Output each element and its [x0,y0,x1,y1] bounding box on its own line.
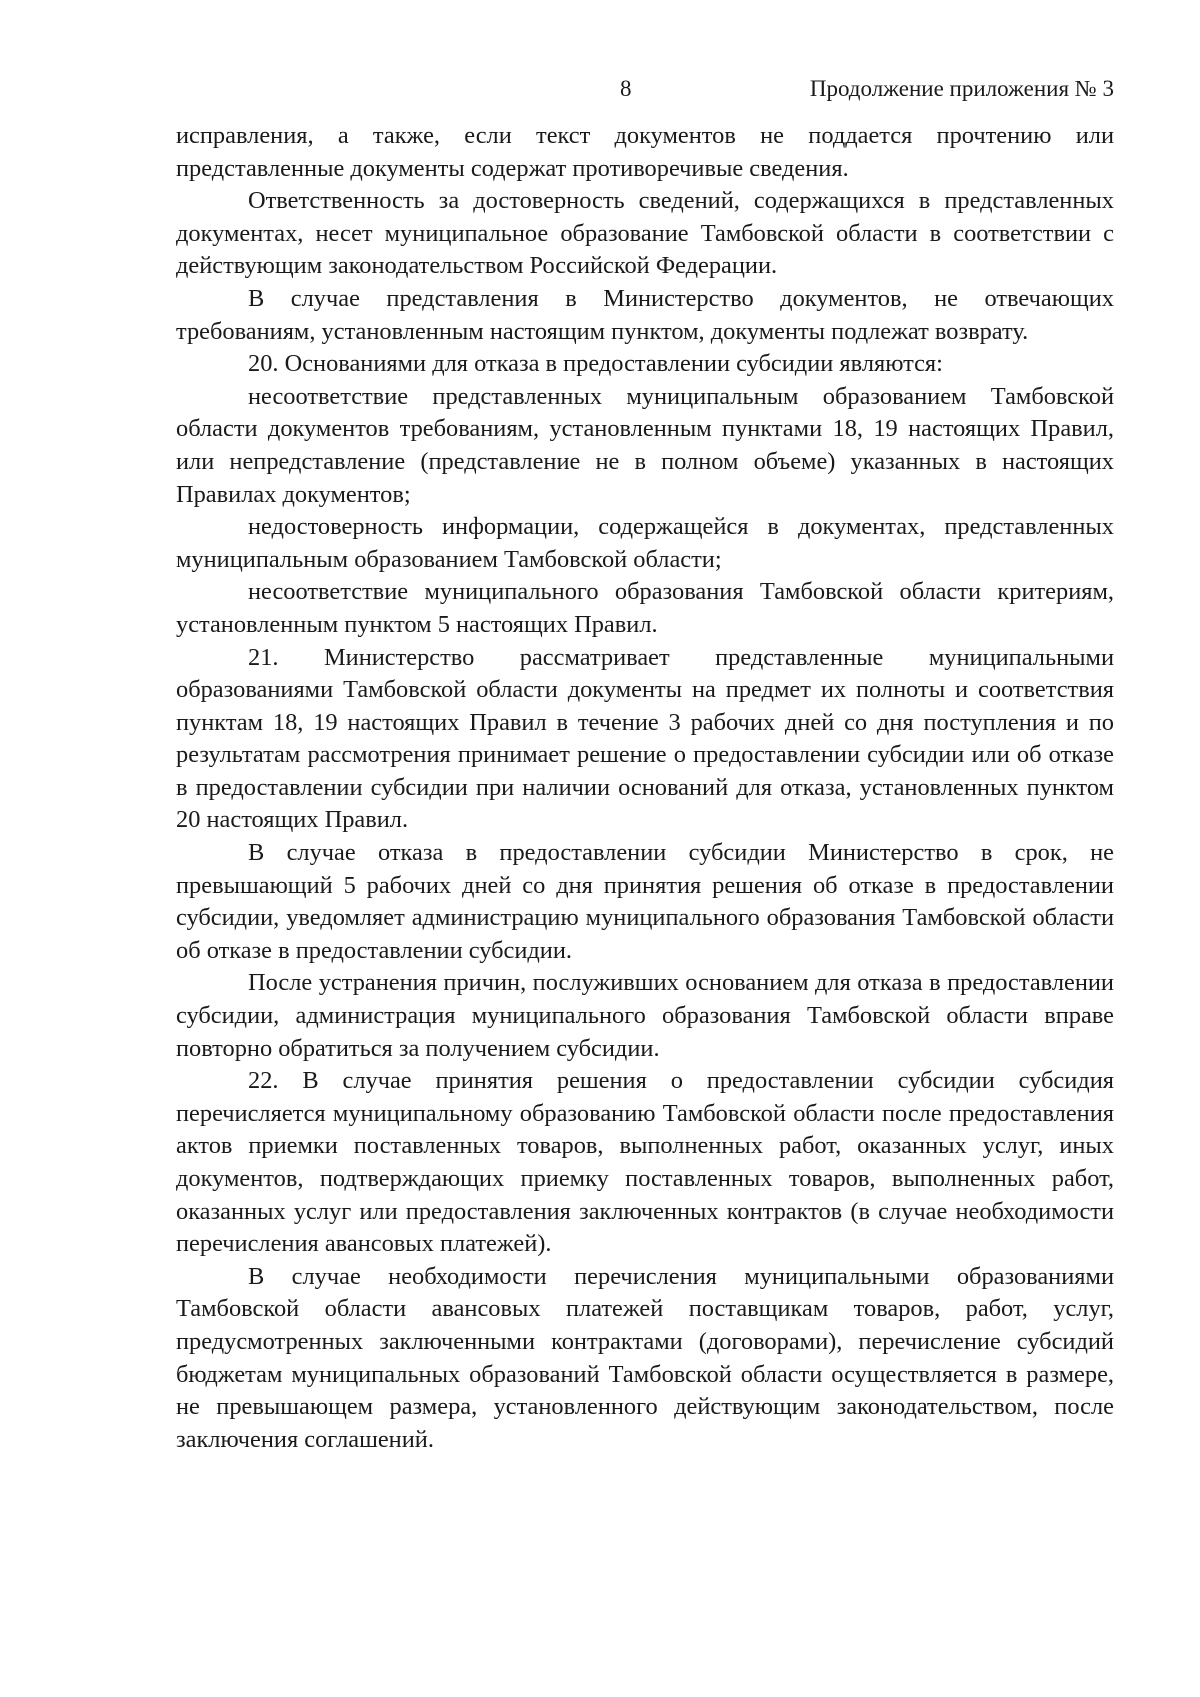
paragraph-item-22: 22. В случае принятия решения о предоставлении субсидии субсидия перечисляется муниципальному образованию Тамбовской области после предоставления актов приемки поставленных товаров, выполненных работ, оказанных услуг, иных документов, подтверждающих приемку поставленных товаров, выполненных работ, оказанных услуг или предоставления заключенных контрактов (в случае необходимости перечисления авансовых платежей). [176,1067,1114,1258]
refusal-ground-criteria: несоответствие муниципального образования Тамбовской области критериям, установленным пунктом 5 настоящих Правил. [176,578,1114,638]
page-number: 8 [620,76,632,101]
appendix-continuation-label: Продолжение приложения № 3 [809,76,1114,101]
paragraph-advance-payments: В случае необходимости перечисления муниципальными образованиями Тамбовской области авансовых платежей поставщикам товаров, работ, услуг, предусмотренных заключенными контрактами (договорами), перечисление субсидий бюджетам муниципальных образований Тамбовской области осуществляется в размере, не превышающем размера, установленного действующим законодательством, после заключения соглашений. [176,1262,1114,1453]
paragraph-reapplication: После устранения причин, послуживших основанием для отказа в предоставлении субсидии, администрация муниципального образования Тамбовской области вправе повторно обратиться за получением субсидии. [176,969,1114,1062]
paragraph-refusal-notice: В случае отказа в предоставлении субсидии Министерство в срок, не превышающий 5 рабочих дней со дня принятия решения об отказе в предоставлении субсидии, уведомляет администрацию муниципального образования Тамбовской области об отказе в предоставлении субсидии. [176,839,1114,964]
paragraph-item-21: 21. Министерство рассматривает представленные муниципальными образованиями Тамбовской области документы на предмет их полноты и соответствия пунктам 18, 19 настоящих Правил в течение 3 рабочих дней со дня поступления и по результатам рассмотрения принимает решение о предоставлении субсидии или об отказе в предоставлении субсидии при наличии оснований для отказа, установленных пунктом 20 настоящих Правил. [176,643,1114,834]
refusal-ground-unreliability: недостоверность информации, содержащейся в документах, представленных муниципальным образованием Тамбовской области; [176,513,1114,573]
paragraph-responsibility: Ответственность за достоверность сведений, содержащихся в представленных документах, несет муниципальное образование Тамбовской области в соответствии с действующим законодательством Российской Федерации. [176,187,1114,280]
paragraph-item-20: 20. Основаниями для отказа в предоставлении субсидии являются: [248,350,943,378]
document-body [176,120,1114,1456]
page-header [0,66,1200,106]
paragraph-continuation: исправления, а также, если текст документов не поддается прочтению или представленные документы содержат противоречивые сведения. [176,122,1114,182]
paragraph-document-return: В случае представления в Министерство документов, не отвечающих требованиям, установленным настоящим пунктом, документы подлежат возврату. [176,284,1114,345]
refusal-ground-nonconformity: несоответствие представленных муниципальным образованием Тамбовской области документов требованиям, установленным пунктами 18, 19 настоящих Правил, или непредставление (представление не в полном объеме) указанных в настоящих Правилах документов; [176,382,1114,508]
